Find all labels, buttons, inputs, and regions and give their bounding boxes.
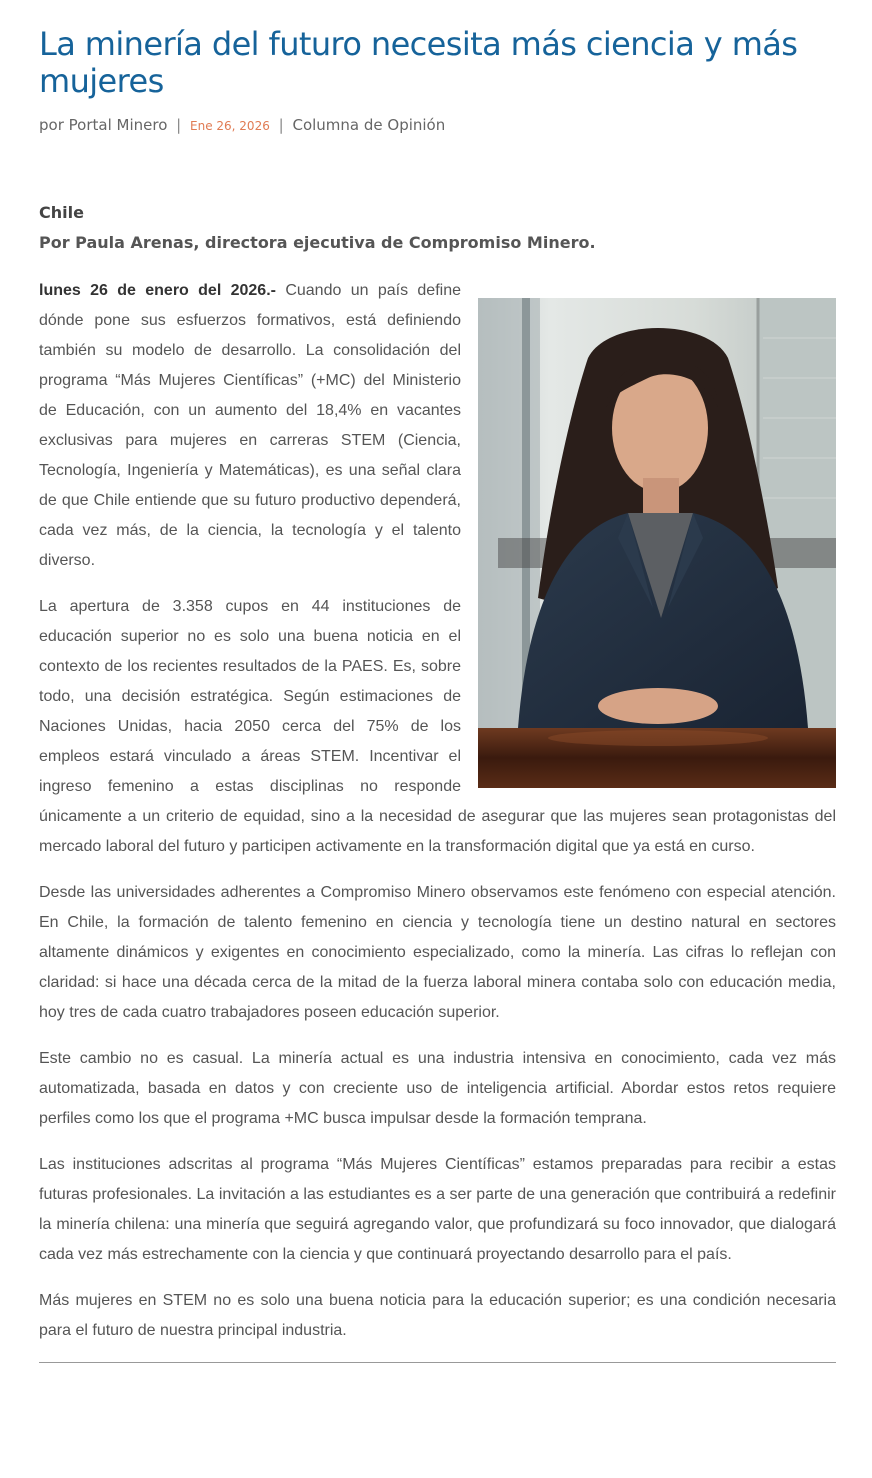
article-title: La minería del futuro necesita más ciencia y más mujeres: [39, 25, 798, 100]
divider: [39, 1362, 836, 1363]
author-link[interactable]: Portal Minero: [68, 116, 168, 134]
article: [39, 0, 836, 1363]
meta-separator: |: [176, 116, 182, 134]
category-link[interactable]: Columna de Opinión: [292, 116, 446, 134]
paragraph: Las instituciones adscritas al programa “Más Mujeres Científicas” estamos preparadas para recibir a estas futuras profesionales. La invitación a las estudiantes es a ser parte de una generación que contribuirá a redefinir la minería chilena: una minería que seguirá agregando valor, que profundizará su foco innovador, que dialogará cada vez más estrechamente con la ciencia y que continuará proyectando desarrollo para el país.: [39, 1156, 836, 1263]
article-body: [39, 276, 836, 1346]
publish-date: Ene 26, 2026: [190, 119, 270, 133]
article-location: Chile: [39, 203, 84, 222]
author-portrait-image: [478, 298, 836, 788]
article-byline: Por Paula Arenas, directora ejecutiva de Compromiso Minero.: [39, 233, 596, 252]
paragraph: Desde las universidades adherentes a Compromiso Minero observamos este fenómeno con especial atención. En Chile, la formación de talento femenino en ciencia y tecnología tiene un destino natural en sectores altamente dinámicos y exigentes en conocimiento especializado, como la minería. Las cifras lo reflejan con claridad: si hace una década cerca de la mitad de la fuerza laboral minera contaba solo con educación media, hoy tres de cada cuatro trabajadores poseen educación superior.: [39, 884, 836, 1021]
paragraph: Más mujeres en STEM no es solo una buena noticia para la educación superior; es una condición necesaria para el futuro de nuestra principal industria.: [39, 1292, 836, 1339]
paragraph: Este cambio no es casual. La minería actual es una industria intensiva en conocimiento, cada vez más automatizada, basada en datos y con creciente uso de inteligencia artificial. Abordar estos retos requiere perfiles como los que el programa +MC busca impulsar desde la formación temprana.: [39, 1050, 836, 1127]
paragraph: La apertura de 3.358 cupos en 44 instituciones de educación superior no es solo una buena noticia en el contexto de los recientes resultados de la PAES. Es, sobre todo, una decisión estratégica. Según estimaciones de Naciones Unidas, hacia 2050 cerca del 75% de los empleos estará vinculado a áreas STEM. Incentivar el ingreso femenino a estas disciplinas no responde únicamente a un criterio de equidad, sino a la necesidad de asegurar que las mujeres sean protagonistas del mercado laboral del futuro y participen activamente en la transformación digital que ya está en curso.: [39, 598, 836, 855]
paragraph-text: Cuando un país define dónde pone sus esfuerzos formativos, está definiendo también su modelo de desarrollo. La consolidación del programa “Más Mujeres Científicas” (+MC) del Ministerio de Educación, con un aumento del 18,4% en vacantes exclusivas para mujeres en carreras STEM (Ciencia, Tecnología, Ingeniería y Matemáticas), es una señal clara de que Chile entiende que su futuro productivo dependerá, cada vez más, de la ciencia, la tecnología y el talento diverso.: [39, 282, 461, 569]
author-prefix: por: [39, 116, 64, 134]
lead-date: lunes 26 de enero del 2026.-: [39, 282, 276, 299]
meta-separator: |: [278, 116, 284, 134]
article-meta: [39, 114, 836, 137]
